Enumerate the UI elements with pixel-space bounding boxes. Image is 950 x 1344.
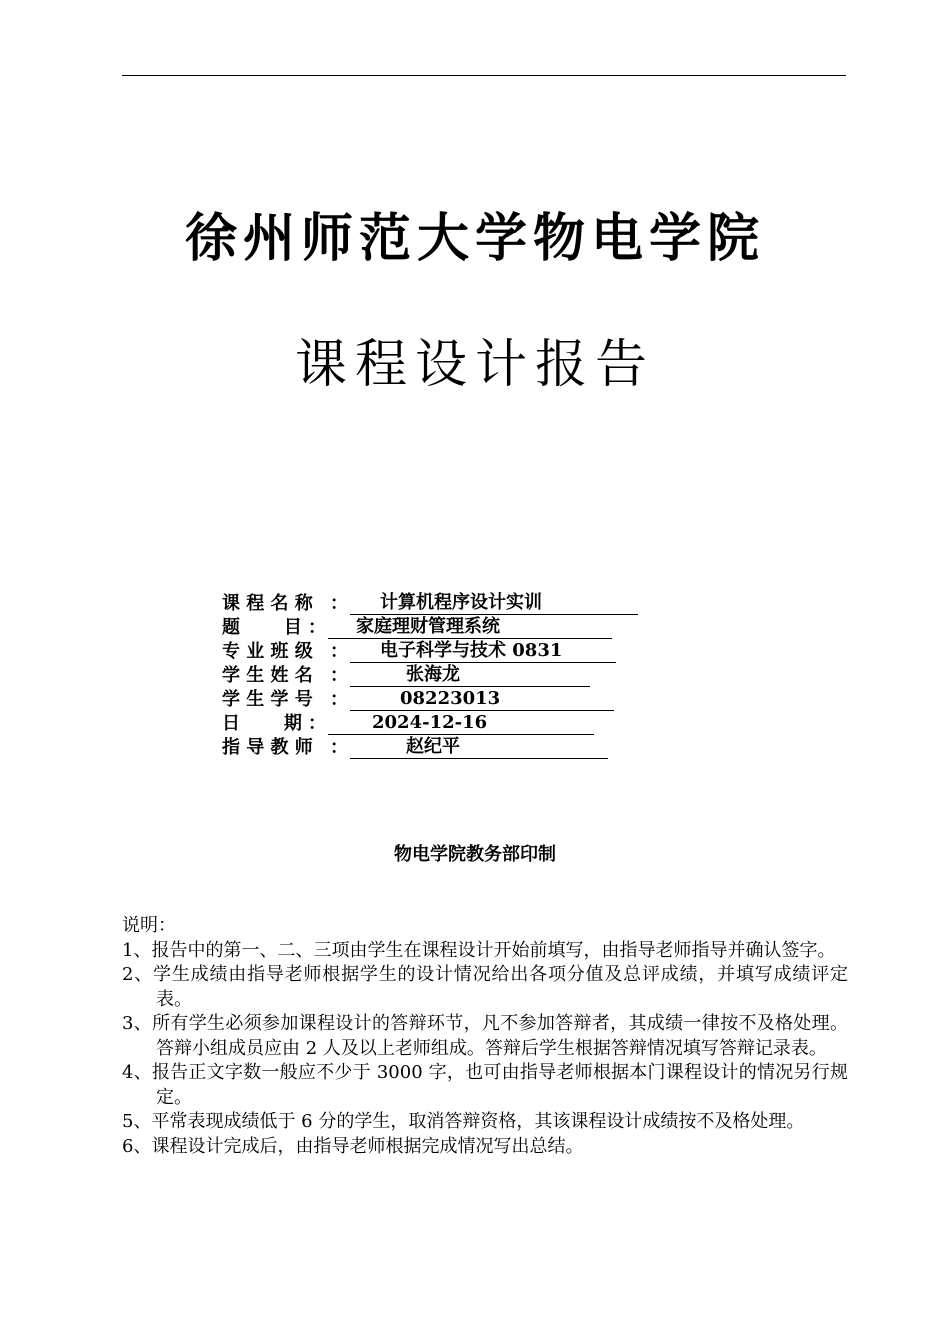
info-label: 专 业 班 级 bbox=[222, 641, 313, 662]
note-item: 1、报告中的第一、二、三项由学生在课程设计开始前填写，由指导老师指导并确认签字。 bbox=[122, 939, 836, 961]
info-colon: ： bbox=[330, 593, 348, 614]
info-colon: ： bbox=[330, 641, 348, 662]
info-label: 学 生 姓 名 bbox=[222, 665, 313, 686]
info-colon: ： bbox=[330, 737, 348, 758]
notes-title: 说明： bbox=[122, 915, 176, 936]
info-value: 家庭理财管理系统 bbox=[356, 616, 500, 637]
note-item: 3、所有学生必须参加课程设计的答辩环节，凡不参加答辩者，其成绩一律按不及格处理。答辩小组成员应由 2 人及以上老师组成。答辩后学生根据答辩情况填写答辩记录表。 bbox=[122, 1013, 848, 1059]
info-value: 电子科学与技术 0831 bbox=[380, 640, 563, 661]
info-value-field bbox=[350, 664, 590, 687]
info-value: 2024-12-16 bbox=[372, 712, 488, 733]
top-rule bbox=[122, 75, 846, 76]
printed-by: 物电学院教务部印制 bbox=[394, 844, 556, 865]
info-value: 张海龙 bbox=[406, 664, 460, 685]
info-value-field bbox=[350, 592, 638, 615]
info-value-field bbox=[350, 736, 608, 759]
note-item: 5、平常表现成绩低于 6 分的学生，取消答辩资格，其该课程设计成绩按不及格处理。 bbox=[122, 1111, 805, 1132]
info-colon: ： bbox=[330, 689, 348, 710]
note-item: 4、报告正文字数一般应不少于 3000 字，也可由指导老师根据本门课程设计的情况另行规定。 bbox=[122, 1062, 848, 1108]
info-value-field bbox=[328, 712, 594, 735]
info-value-field bbox=[350, 688, 614, 711]
note-item: 2、学生成绩由指导老师根据学生的设计情况给出各项分值及总评成绩，并填写成绩评定表。 bbox=[122, 964, 848, 1010]
info-label: 日 期 bbox=[222, 713, 302, 734]
info-colon: ： bbox=[308, 713, 326, 734]
report-title: 课程设计报告 bbox=[294, 335, 655, 395]
info-label: 题 目 bbox=[222, 617, 302, 638]
info-colon: ： bbox=[308, 617, 326, 638]
info-value: 08223013 bbox=[400, 688, 501, 709]
info-label: 指 导 教 师 bbox=[222, 737, 313, 758]
info-value: 计算机程序设计实训 bbox=[380, 592, 542, 613]
school-name: 徐州师范大学物电学院 bbox=[184, 208, 765, 269]
info-label: 课 程 名 称 bbox=[222, 593, 313, 614]
note-item: 6、课程设计完成后，由指导老师根据完成情况写出总结。 bbox=[122, 1135, 584, 1157]
info-value-field bbox=[328, 616, 612, 639]
info-value-field bbox=[350, 640, 616, 663]
info-label: 学 生 学 号 bbox=[222, 689, 313, 710]
info-value: 赵纪平 bbox=[406, 736, 460, 757]
info-colon: ： bbox=[330, 665, 348, 686]
notes-section bbox=[122, 914, 848, 1159]
